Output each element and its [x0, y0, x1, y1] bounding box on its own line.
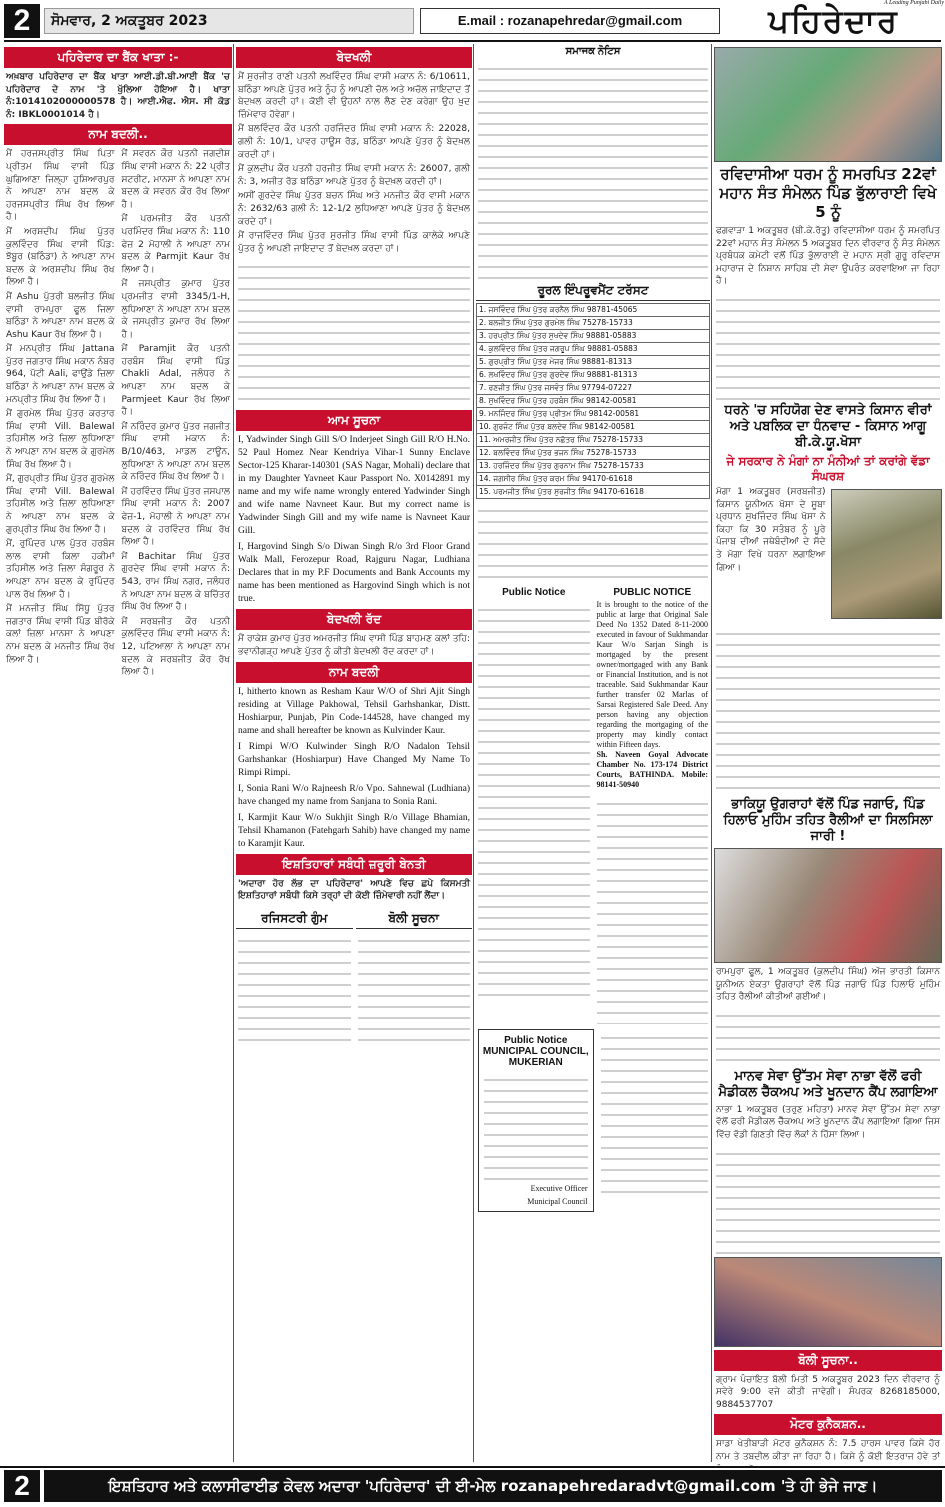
group-photo	[714, 47, 942, 162]
table-cell: 2. ਬਲਜੀਤ ਸਿੰਘ ਪੁੱਤਰ ਗੁਰਮੇਲ ਸਿੰਘ 75278-15733	[477, 317, 710, 330]
name-change-banner: ਨਾਮ ਬਦਲੀ..	[4, 124, 232, 145]
list-item: ਮੈਂ, ਰੁਪਿੰਦਰ ਪਾਲ ਪੁੱਤਰ ਹਰਬੰਸ ਲਾਲ ਵਾਸੀ ਕਿਲਾ ਹਕੀਮਾਂ ਤਹਿਸੀਲ ਅਤੇ ਜ਼ਿਲਾ ਸੰਗਰੂਰ ਨੇ ਆਪਣਾ ਨਾਮ ਬਦਲ ਕੇ ਰੁਪਿੰਦਰ ਪਾਲ ਰੱਖ ਲਿਆ ਹੈ।	[6, 539, 115, 600]
list-item: ਮੈਂ Bachitar ਸਿੰਘ ਪੁੱਤਰ ਗੁਰਦੇਵ ਸਿੰਘ ਵਾਸੀ ਮਕਾਨ ਨੰ: 543, ਰਾਮ ਸਿੰਘ ਨਗਰ, ਜਲੰਧਰ ਨੇ ਆਪਣਾ ਨਾਮ ਬਦਲ ਕੇ ਬਚਿੱਤਰ ਸਿੰਘ ਰੱਖ ਲਿਆ ਹੈ।	[121, 551, 230, 613]
disinheritance-list	[236, 71, 472, 255]
cancel-disinheritance-banner: ਬੇਦਖਲੀ ਰੱਦ	[236, 609, 472, 630]
list-item: ਮੈਂ ਰਾਜਵਿੰਦਰ ਸਿੰਘ ਪੁੱਤਰ ਸੁਰਜੀਤ ਸਿੰਘ ਵਾਸੀ ਪਿੰਡ ਕਾਲੇਕੇ ਆਪਣੇ ਪੁੱਤਰ ਨੂੰ ਆਪਣੀ ਜਾਇਦਾਦ ਤੋਂ ਬੇਦਖ਼ਲ ਕਰਦਾ ਹਾਂ।	[238, 231, 470, 254]
table-row	[477, 486, 710, 499]
table-row	[477, 356, 710, 369]
body-text-block	[597, 794, 709, 1024]
table-cell: 12. ਬਲਵਿੰਦਰ ਸਿੰਘ ਪੁੱਤਰ ਭਜਨ ਸਿੰਘ 75278-15733	[477, 447, 710, 460]
list-item: ਮੈਂ ਪਰਮਜੀਤ ਕੌਰ ਪਤਨੀ ਪਰਮਿੰਦਰ ਸਿੰਘ ਮਕਾਨ ਨੰ: 110 ਫੇਜ਼ 2 ਮੋਹਾਲੀ ਨੇ ਆਪਣਾ ਨਾਮ ਬਦਲ ਕੇ Parmjit Kaur ਰੱਖ ਲਿਆ ਹੈ।	[121, 214, 230, 275]
body-text-block	[478, 501, 708, 581]
list-item: ਮੈਂ ਮਨਪ੍ਰੀਤ ਸਿੰਘ Jattana ਪੁੱਤਰ ਜਗਤਾਰ ਸਿੰਘ ਮਕਾਨ ਨੰਬਰ 964, ਪੱਟੀ Aali, ਫਾਉਂਡੇ ਜ਼ਿਲਾ ਬਠਿੰਡਾ ਨੇ ਆਪਣਾ ਨਾਮ ਬਦਲ ਕੇ ਮਨਪ੍ਰੀਤ ਸਿੰਘ ਰੱਖ ਲਿਆ ਹੈ।	[6, 344, 115, 405]
ad-notice-banner: ਇਸ਼ਤਿਹਾਰਾਂ ਸਬੰਧੀ ਜ਼ਰੂਰੀ ਬੇਨਤੀ	[236, 854, 472, 875]
classifieds-column-2	[236, 44, 472, 1462]
bank-account-text: ਅਖ਼ਬਾਰ ਪਹਿਰੇਦਾਰ ਦਾ ਬੈਂਕ ਖਾਤਾ ਆਈ.ਡੀ.ਬੀ.ਆਈ ਬੈਂਕ 'ਚ ਪਹਿਰੇਦਾਰ ਦੇ ਨਾਮ 'ਤੇ ਖੁੱਲਿਆ ਹੋਇਆ ਹੈ। ਖਾਤਾ ਨੰ:1014102000000578 ਹੈ। ਆਈ.ਐਫ. ਐਸ. ਸੀ ਕੋਡ ਨੰ: IBKL0001014 ਹੈ।	[6, 72, 230, 120]
story-headline: ਧਰਨੇ 'ਚ ਸਹਿਯੋਗ ਦੇਣ ਵਾਸਤੇ ਕਿਸਾਨ ਵੀਰਾਂ ਅਤੇ ਪਬਲਿਕ ਦਾ ਧੰਨਵਾਦ - ਕਿਸਾਨ ਆਗੂ ਬੀ.ਕੇ.ਯੂ.ਖੋਸਾ	[724, 402, 932, 450]
table-row	[477, 317, 710, 330]
trust-table	[476, 303, 710, 499]
list-item: ਮੈਂ ਗੁਰਮੇਲ ਸਿੰਘ ਪੁੱਤਰ ਕਰਤਾਰ ਸਿੰਘ ਵਾਸੀ Vill. Balewal ਤਹਿਸੀਲ ਅਤੇ ਜ਼ਿਲਾ ਲੁਧਿਆਣਾ ਨੇ ਆਪਣਾ ਨਾਮ ਬਦਲ ਕੇ ਗੁਰਮੇਲ ਸਿੰਘ ਰੱਖ ਲਿਆ ਹੈ।	[6, 409, 115, 470]
auction-text: ਗ੍ਰਾਮ ਪੰਚਾਇਤ ਬੋਲੀ ਮਿਤੀ 5 ਅਕਤੂਬਰ 2023 ਦਿਨ ਵੀਰਵਾਰ ਨੂੰ ਸਵੇਰੇ 9:00 ਵਜੇ ਕੀਤੀ ਜਾਵੇਗੀ। ਸੰਪਰਕ 8268185000, 9884537707	[716, 1374, 940, 1410]
column-divider	[473, 44, 474, 1462]
story-headline: ਮਾਨਵ ਸੇਵਾ ਉੱਤਮ ਸੇਵਾ ਨਾਭਾ ਵੱਲੋਂ ਫਰੀ ਮੈਡੀਕਲ ਚੈੱਕਅਪ ਅਤੇ ਖੂਨਦਾਨ ਕੈਂਪ ਲਗਾਇਆ	[718, 1068, 938, 1100]
table-row	[477, 330, 710, 343]
body-text-block	[478, 59, 708, 279]
list-item: ਮੈਂ ਸਰਬਜੀਤ ਕੌਰ ਪਤਨੀ ਕੁਲਵਿੰਦਰ ਸਿੰਘ ਵਾਸੀ ਮਕਾਨ ਨੰ: 12, ਪਟਿਆਲਾ ਨੇ ਆਪਣਾ ਨਾਮ ਬਦਲ ਕੇ ਸਰਬਜੀਤ ਕੌਰ ਰੱਖ ਲਿਆ ਹੈ।	[121, 616, 230, 678]
table-cell: 5. ਗੁਰਪ੍ਰੀਤ ਸਿੰਘ ਪੁੱਤਰ ਮੇਜਰ ਸਿੰਘ 98881-81313	[477, 356, 710, 369]
motor-connection-banner: ਮੋਟਰ ਕੁਨੈਕਸ਼ਨ..	[714, 1414, 942, 1435]
motor-connection-text: ਸਾਡਾ ਖੇਤੀਬਾੜੀ ਮੋਟਰ ਕੁਨੈਕਸ਼ਨ ਨੰ: 7.5 ਹਾਰਸ ਪਾਵਰ ਕਿਸੇ ਹੋਰ ਨਾਮ ਤੇ ਤਬਦੀਲ ਕੀਤਾ ਜਾ ਰਿਹਾ ਹੈ। ਕਿਸੇ ਨੂੰ ਕੋਈ ਇਤਰਾਜ ਹੋਵੇ ਤਾਂ	[716, 1439, 940, 1462]
list-item: ਮੈਂ ਬਲਵਿੰਦਰ ਕੌਰ ਪਤਨੀ ਹਰਜਿੰਦਰ ਸਿੰਘ ਵਾਸੀ ਮਕਾਨ ਨੰ: 22028, ਗਲੀ ਨੰ: 10/1, ਪਾਵਰ ਹਾਊਸ ਰੋਡ, ਬਠਿੰਡਾ ਆਪਣੇ ਪੁੱਤਰ ਨੂੰ ਬੇਦਖ਼ਲ ਕਰਦੀ ਹਾਂ।	[238, 124, 470, 160]
table-cell: 11. ਅਮਰਜੀਤ ਸਿੰਘ ਪੁੱਤਰ ਨਛੱਤਰ ਸਿੰਘ 75278-15733	[477, 434, 710, 447]
legal-notices-column	[476, 44, 710, 1462]
table-row	[477, 369, 710, 382]
footer-ad-email-notice: ਇਸ਼ਤਿਹਾਰ ਅਤੇ ਕਲਾਸੀਫਾਈਡ ਕੇਵਲ ਅਦਾਰਾ 'ਪਹਿਰੇਦਾਰ' ਦੀ ਈ-ਮੇਲ rozanapehredaradvt@gmail.com 'ਤੇ ਹੀ ਭੇਜੇ ਜਾਣ।	[44, 1470, 942, 1502]
list-item: ਮੈਂ ਜਸਪ੍ਰੀਤ ਕੁਮਾਰ ਪੁੱਤਰ ਪ੍ਰਮਜੀਤ ਵਾਸੀ 3345/1-H, ਲੁਧਿਆਣਾ ਨੇ ਆਪਣਾ ਨਾਮ ਬਦਲ ਕੇ ਜਸਪ੍ਰੀਤ ਕੁਮਾਰ ਰੱਖ ਲਿਆ ਹੈ।	[121, 279, 230, 340]
story-headline: ਭਾਕਿਯੂ ਉਗਰਾਹਾਂ ਵੱਲੋਂ ਪਿੰਡ ਜਗਾਓ, ਪਿੰਡ ਹਿਲਾਓ ਮੁਹਿੰਮ ਤਹਿਤ ਰੈਲੀਆਂ ਦਾ ਸਿਲਸਿਲਾ ਜਾਰੀ !	[723, 796, 933, 844]
auction-notice-heading: ਬੋਲੀ ਸੂਚਨਾ	[356, 909, 473, 929]
header-divider	[4, 40, 941, 42]
list-item: I, Karmjit Kaur W/o Sukhjit Singh R/o Village Bhamian, Tehsil Khamanon (Fatehgarh Sahib) have changed my name to Karamjit Kaur.	[238, 812, 470, 849]
public-notice-banner: ਆਮ ਸੂਚਨਾ	[236, 410, 472, 431]
municipal-sign: Executive Officer Municipal Council	[527, 1184, 588, 1206]
table-row	[477, 382, 710, 395]
auction-banner: ਬੋਲੀ ਸੂਚਨਾ..	[714, 1350, 942, 1371]
table-row	[477, 304, 710, 317]
table-row	[477, 473, 710, 486]
public-notice-title: Public Notice	[502, 587, 566, 598]
table-cell: 3. ਹਰਪ੍ਰੀਤ ਸਿੰਘ ਪੁੱਤਰ ਸੁਖਦੇਵ ਸਿੰਘ 98881-05883	[477, 330, 710, 343]
notice-heading: ਸਮਾਜਕ ਨੋਟਿਸ	[565, 46, 621, 57]
rally-photo	[714, 848, 942, 963]
column-divider	[233, 44, 234, 1462]
story-body: ਰਾਮਪੁਰਾ ਫੂਲ, 1 ਅਕਤੂਬਰ (ਕੁਲਦੀਪ ਸਿੰਘ) ਅੱਜ ਭਾਰਤੀ ਕਿਸਾਨ ਯੂਨੀਅਨ ਏਕਤਾ ਉਗਰਾਹਾਂ ਵੱਲੋਂ ਪਿੰਡ ਜਗਾਓ ਪਿੰਡ ਹਿਲਾਓ ਮੁਹਿੰਮ ਤਹਿਤ ਰੈਲੀਆਂ ਕੀਤੀਆਂ ਗਈਆਂ।	[716, 966, 940, 1003]
body-text-block	[716, 1144, 940, 1254]
table-row	[477, 421, 710, 434]
table-cell: 8. ਸੁਖਵਿੰਦਰ ਸਿੰਘ ਪੁੱਤਰ ਹਰਬੰਸ ਸਿੰਘ 98142-00581	[477, 395, 710, 408]
table-cell: 4. ਕੁਲਵਿੰਦਰ ਸਿੰਘ ਪੁੱਤਰ ਜਗਰੂਪ ਸਿੰਘ 98881-05883	[477, 343, 710, 356]
table-cell: 14. ਜਗਸੀਰ ਸਿੰਘ ਪੁੱਤਰ ਕਰਮ ਸਿੰਘ 94170-61618	[477, 473, 710, 486]
email-address[interactable]: E.mail : rozanapehredar@gmail.com	[420, 8, 720, 34]
registry-lost-heading: ਰਜਿਸਟਰੀ ਗੁੰਮ	[236, 909, 353, 929]
list-item: I Rimpi W/O Kulwinder Singh R/O Nadalon Tehsil Garhshankar (Hoshiarpur) Have Changed My Name To Rimpi Rimpi.	[238, 741, 470, 778]
list-item: ਮੈਂ ਨਰਿੰਦਰ ਕੁਮਾਰ ਪੁੱਤਰ ਜਗਜੀਤ ਸਿੰਘ ਵਾਸੀ ਮਕਾਨ ਨੰ: B/10/463, ਮਾਡਲ ਟਾਊਨ, ਲੁਧਿਆਣਾ ਨੇ ਆਪਣਾ ਨਾਮ ਬਦਲ ਕੇ ਨਰਿੰਦਰ ਸਿੰਘ ਰੱਖ ਲਿਆ ਹੈ।	[121, 421, 230, 483]
name-change-en-banner: ਨਾਮ ਬਦਲੀ	[236, 662, 472, 683]
body-text-block	[716, 290, 940, 400]
table-row	[477, 434, 710, 447]
body-text-block	[716, 624, 940, 794]
table-row	[477, 447, 710, 460]
list-item: ਮੈਂ ਕੁਲਦੀਪ ਕੌਰ ਪਤਨੀ ਹਰਜੀਤ ਸਿੰਘ ਵਾਸੀ ਮਕਾਨ ਨੰ: 26007, ਗਲੀ ਨੰ: 3, ਅਜੀਤ ਰੋਡ ਬਠਿੰਡਾ ਆਪਣੇ ਪੁੱਤਰ ਨੂੰ ਬੇਦਖ਼ਲ ਕਰਦੀ ਹਾਂ।	[238, 164, 470, 187]
list-item: ਮੈਂ ਹਰਜਸਪ੍ਰੀਤ ਸਿੰਘ ਪਿਤਾ ਪ੍ਰੀਤਮ ਸਿੰਘ ਵਾਸੀ ਪਿੰਡ ਘੁਗਿਆਣਾ ਜਿਲ੍ਹਾ ਹੁਸ਼ਿਆਰਪੁਰ ਨੇ ਆਪਣਾ ਨਾਮ ਬਦਲ ਕੇ ਹਰਜਸਪ੍ਰੀਤ ਸਿੰਘ ਰੱਖ ਲਿਆ ਹੈ।	[6, 149, 115, 223]
news-column	[714, 44, 942, 1462]
public-notice-list	[236, 434, 472, 606]
list-item: ਮੈਂ, ਗੁਰਪ੍ਰੀਤ ਸਿੰਘ ਪੁੱਤਰ ਗੁਰਮੇਲ ਸਿੰਘ ਵਾਸੀ Vill. Balewal ਤਹਿਸੀਲ ਅਤੇ ਜ਼ਿਲਾ ਲੁਧਿਆਣਾ ਨੇ ਆਪਣਾ ਨਾਮ ਬਦਲ ਕੇ ਗੁਰਪ੍ਰੀਤ ਸਿੰਘ ਰੱਖ ਲਿਆ ਹੈ।	[6, 474, 115, 535]
body-text-block	[478, 600, 590, 1000]
list-item: ਮੈਂ ਸਵਰਨ ਕੌਰ ਪਤਨੀ ਜਗਦੀਸ਼ ਸਿੰਘ ਵਾਸੀ ਮਕਾਨ ਨੰ: 22 ਪ੍ਰੀਤ ਸਟਰੀਟ, ਮਾਨਸਾ ਨੇ ਆਪਣਾ ਨਾਮ ਬਦਲ ਕੇ ਸਵਰਨ ਕੌਰ ਰੱਖ ਲਿਆ ਹੈ।	[121, 149, 230, 210]
registry-lost-text	[238, 931, 351, 1041]
story-body: ਮੋਗਾ 1 ਅਕਤੂਬਰ (ਸਰਬਜੀਤ) ਕਿਸਾਨ ਯੂਨੀਅਨ ਖੋਸਾ ਦੇ ਸੂਬਾ ਪ੍ਰਧਾਨ ਸੁਖਜਿੰਦਰ ਸਿੰਘ ਖੋਸਾ ਨੇ ਕਿਹਾ ਕਿ 30 ਸਤੰਬਰ ਨੂੰ ਪੂਰੇ ਪੰਜਾਬ ਦੀਆਂ ਜਥੇਬੰਦੀਆਂ ਦੇ ਸੱਦੇ ਤੇ ਮੋਗਾ ਵਿਖੇ ਧਰਨਾ ਲਗਾਇਆ ਗਿਆ।	[716, 486, 826, 573]
table-cell: 6. ਲਖਵਿੰਦਰ ਸਿੰਘ ਪੁੱਤਰ ਗੁਰਦੇਵ ਸਿੰਘ 98881-81313	[477, 369, 710, 382]
table-cell: 7. ਰਣਜੀਤ ਸਿੰਘ ਪੁੱਤਰ ਜਸਵੰਤ ਸਿੰਘ 97794-07227	[477, 382, 710, 395]
tagline: A Leading Punjabi Daily	[883, 0, 944, 6]
issue-date: ਸੋਮਵਾਰ, 2 ਅਕਤੂਬਰ 2023	[44, 8, 414, 34]
name-change-list-left	[4, 148, 117, 680]
list-item: I, Hargovind Singh S/o Diwan Singh R/o 3rd Floor Grand Walk Mall, Ferozepur Road, Rajguru Nagar, Ludhiana Declares that in my P.F Documents and Bank Accounts my name has been mentioned as Hargovind Singh which is not true.	[238, 542, 470, 605]
list-item: I, hitherto known as Resham Kaur W/O of Shri Ajit Singh residing at Village Pakhowal, Tehsil Garhshankar, Distt. Hoshiarpur, Punjab, Pin Code-144528, have changed my name and shall hereafter be known as Kulvinder Kaur.	[238, 686, 470, 736]
notice-contact: Sh. Naveen Goyal Advocate Chamber No. 173-174 District Courts, BATHINDA. Mobile: 98141-50940	[596, 750, 708, 789]
table-cell: 9. ਮਨਜਿੰਦਰ ਸਿੰਘ ਪੁੱਤਰ ਪ੍ਰੀਤਮ ਸਿੰਘ 98142-00581	[477, 408, 710, 421]
list-item: I, Yadwinder Singh Gill S/O Inderjeet Singh Gill R/O H.No. 52 Paul Homez Near Kendriya Vihar-1 Sunny Enclave Sector-125 Kharar-140301 (SAS Nagar, Mohali) declare that in my Daughter Yavneet Kaur Passport No. X0142891 my name and my wife name wrongly entered Yadwinder Singh and wife name Navneet Kaur. But my correct name is Yadwinder Singh Gill and my wife name is Navneet Kaur Gill.	[238, 435, 470, 537]
list-item: ਮੈਂ Paramjit ਕੌਰ ਪਤਨੀ ਹਰਬੰਸ ਸਿੰਘ ਵਾਸੀ ਪਿੰਡ Chakli Adal, ਜਲੰਧਰ ਨੇ ਆਪਣਾ ਨਾਮ ਬਦਲ ਕੇ Parmjeet Kaur ਰੱਖ ਲਿਆ ਹੈ।	[121, 344, 230, 418]
list-item: ਮੈਂ ਹਰਵਿੰਦਰ ਸਿੰਘ ਪੁੱਤਰ ਜਸਪਾਲ ਸਿੰਘ ਵਾਸੀ ਮਕਾਨ ਨੰ: 2007 ਫੇਜ਼-1, ਮੋਹਾਲੀ ਨੇ ਆਪਣਾ ਨਾਮ ਬਦਲ ਕੇ ਹਰਵਿੰਦਰ ਸਿੰਘ ਰੱਖ ਲਿਆ ਹੈ।	[121, 486, 230, 548]
table-row	[477, 395, 710, 408]
masthead-logo: ਪਹਿਰੇਦਾਰ	[768, 2, 899, 40]
public-notice-text: It is brought to the notice of the public at large that Original Sale Deed No 1352 Dated 8-11-2000 executed in favour of Sukhmandar Kaur W/o Sarjan Singh is mortgaged by the present owner/mortgaged with any Bank or Financial Institution, and is not traceable. Said Sukhmandar Kaur further transfer 02 Marlas of Sarsai Registered Sale Deed. Any person having any objection regarding the mortgaging of the property may kindly contact within Fifteen days.	[596, 600, 708, 749]
name-change-list-right	[120, 148, 233, 680]
body-text-block	[484, 1070, 588, 1180]
body-text-block	[716, 1006, 940, 1066]
list-item: ਅਸੀਂ ਗੁਰਦੇਵ ਸਿੰਘ ਪੁੱਤਰ ਬਚਨ ਸਿੰਘ ਅਤੇ ਮਨਜੀਤ ਕੌਰ ਵਾਸੀ ਮਕਾਨ ਨੰ: 2632/63 ਗਲੀ ਨੰ: 12-1/2 ਲੁਧਿਆਣਾ ਆਪਣੇ ਪੁੱਤਰ ਨੂੰ ਬੇਦਖ਼ਲ ਕਰਦੇ ਹਾਂ।	[238, 191, 470, 227]
footer-page-number: 2	[4, 1470, 40, 1502]
bank-account-banner: ਪਹਿਰੇਦਾਰ ਦਾ ਬੈਂਕ ਖਾਤਾ :-	[4, 47, 232, 68]
story-body: ਨਾਭਾ 1 ਅਕਤੂਬਰ (ਤਰੁਣ ਮਹਿਤਾ) ਮਾਨਵ ਸੇਵਾ ਉੱਤਮ ਸੇਵਾ ਨਾਭਾ ਵੱਲੋਂ ਫਰੀ ਮੈਡੀਕਲ ਚੈੱਕਅਪ ਅਤੇ ਖੂਨਦਾਨ ਕੈਂਪ ਲਗਾਇਆ ਗਿਆ ਜਿਸ ਵਿੱਚ ਵੱਡੀ ਗਿਣਤੀ ਵਿੱਚ ਲੋਕਾਂ ਨੇ ਹਿੱਸਾ ਲਿਆ।	[716, 1104, 940, 1140]
trust-table-title: ਰੂਰਲ ਇੰਪਰੂਵਮੈਂਟ ਟਰੱਸਟ	[476, 281, 710, 301]
table-row	[477, 460, 710, 473]
story-body: ਫਗਵਾੜਾ 1 ਅਕਤੂਬਰ (ਬੀ.ਕੇ.ਰੱਤੂ) ਰਵਿਦਾਸੀਆ ਧਰਮ ਨੂੰ ਸਮਰਪਿਤ 22ਵਾਂ ਮਹਾਨ ਸੰਤ ਸੰਮੇਲਨ 5 ਅਕਤੂਬਰ ਦਿਨ ਵੀਰਵਾਰ ਨੂੰ ਸੰਤ ਸੰਮੇਲਨ ਪ੍ਰਬੰਧਕ ਕਮੇਟੀ ਵਲੋਂ ਪਿੰਡ ਭੁੱਲਾਰਾਈ ਦੇ ਮਹਾਨ ਸ੍ਰੀ ਗੁਰੂ ਰਵਿਦਾਸ ਮਹਾਰਾਜ ਦੇ ਨਿਸ਼ਾਨ ਸਾਹਿਬ ਦੀ ਸੇਵਾ ਉਪਰੰਤ ਕਰਵਾਇਆ ਜਾ ਰਿਹਾ ਹੈ।	[716, 226, 940, 287]
table-cell: 10. ਗੁਰਜੰਟ ਸਿੰਘ ਪੁੱਤਰ ਬਲਦੇਵ ਸਿੰਘ 98142-00581	[477, 421, 710, 434]
list-item: ਮੈਂ Ashu ਪੁੱਤਰੀ ਬਲਜੀਤ ਸਿੰਘ ਵਾਸੀ ਰਾਮਪੁਰਾ ਫੂਲ ਜਿਲਾ ਬਠਿੰਡਾ ਨੇ ਆਪਣਾ ਨਾਮ ਬਦਲ ਕੇ Ashu Kaur ਰੱਖ ਲਿਆ ਹੈ।	[6, 291, 115, 340]
story-headline: ਰਵਿਦਾਸੀਆ ਧਰਮ ਨੂੰ ਸਮਰਪਿਤ 22ਵਾਂ ਮਹਾਨ ਸੰਤ ਸੰਮੇਲਨ ਪਿੰਡ ਭੁੱਲਾਰਾਈ ਵਿਖੇ 5 ਨੂੰ	[719, 165, 937, 221]
farmer-leaders-photo	[831, 489, 943, 619]
name-change-en-list	[236, 686, 472, 851]
municipal-notice-title: Public Notice MUNICIPAL COUNCIL, MUKERIAN	[482, 1035, 589, 1068]
body-text-block	[601, 1028, 709, 1198]
body-text-block	[238, 257, 470, 407]
column-divider	[711, 44, 712, 1462]
cancel-text: ਮੈਂ ਰਾਕੇਸ਼ ਕੁਮਾਰ ਪੁੱਤਰ ਅਮਰਜੀਤ ਸਿੰਘ ਵਾਸੀ ਪਿੰਡ ਬਾਹਮਣ ਕਲਾਂ ਤਹਿ: ਭਵਾਨੀਗੜ੍ਹ ਆਪਣੇ ਪੁੱਤਰ ਨੂੰ ਕੀਤੀ ਬੇਦਖ਼ਲੀ ਰੱਦ ਕਰਦਾ ਹਾਂ।	[238, 634, 470, 657]
list-item: ਮੈਂ ਅਰਸ਼ਦੀਪ ਸਿੰਘ ਪੁੱਤਰ ਕੁਲਵਿੰਦਰ ਸਿੰਘ ਵਾਸੀ ਪਿੰਡ: ਝੋਬੂਰ (ਬਠਿੰਡਾ) ਨੇ ਆਪਣਾ ਨਾਮ ਬਦਲ ਕੇ ਅਰਸ਼ਦੀਪ ਸਿੰਘ ਰੱਖ ਲਿਆ ਹੈ।	[6, 226, 115, 288]
table-row	[477, 343, 710, 356]
disinheritance-banner: ਬੇਦਖਲੀ	[236, 47, 472, 68]
list-item: ਮੈਂ ਮਨਜੀਤ ਸਿੰਘ ਸਿੱਧੂ ਪੁੱਤਰ ਜਗਤਾਰ ਸਿੰਘ ਵਾਸੀ ਪਿੰਡ ਬੀਰੋਕੇ ਕਲਾਂ ਜ਼ਿਲਾ ਮਾਨਸਾ ਨੇ ਆਪਣਾ ਨਾਮ ਬਦਲ ਕੇ ਮਨਜੀਤ ਸਿੰਘ ਰੱਖ ਲਿਆ ਹੈ।	[6, 604, 115, 665]
public-notice-title-en: PUBLIC NOTICE	[613, 587, 692, 598]
list-item: I, Sonia Rani W/o Rajneesh R/o Vpo. Sahnewal (Ludhiana) have changed my name from Sanjana to Sonia Rani.	[238, 783, 470, 807]
list-item: ਮੈਂ ਸੁਰਜੀਤ ਰਾਣੀ ਪਤਨੀ ਲਖਵਿੰਦਰ ਸਿੰਘ ਵਾਸੀ ਮਕਾਨ ਨੰ: 6/10611, ਬਠਿੰਡਾ ਆਪਣੇ ਪੁੱਤਰ ਅਤੇ ਨੂੰਹ ਨੂੰ ਆਪਣੀ ਚੱਲ ਅਤੇ ਅਚੱਲ ਜਾਇਦਾਦ ਤੋਂ ਬੇਦਖ਼ਲ ਕਰਦੀ ਹਾਂ। ਕੋਈ ਵੀ ਉਹਨਾਂ ਨਾਲ ਲੈਣ ਦੇਣ ਕਰੇਗਾ ਉਹ ਖ਼ੁਦ ਜ਼ਿੰਮੇਵਾਰ ਹੋਵੇਗਾ।	[238, 72, 470, 120]
table-row	[477, 408, 710, 421]
medical-camp-photo	[714, 1257, 942, 1347]
table-cell: 15. ਪਰਮਜੀਤ ਸਿੰਘ ਪੁੱਤਰ ਸੁਰਜੀਤ ਸਿੰਘ 94170-61618	[477, 486, 710, 499]
classifieds-column-1	[4, 44, 232, 1462]
story-subheadline: ਜੇ ਸਰਕਾਰ ਨੇ ਮੰਗਾਂ ਨਾ ਮੰਨੀਆਂ ਤਾਂ ਕਰਾਂਗੇ ਵੱਡਾ ਸੰਘਰਸ਼	[726, 453, 930, 483]
ad-notice-text: 'ਅਦਾਰਾ ਹੋਰ ਲੱਭ ਦਾ ਪਹਿਰੇਦਾਰ' ਆਪਣੇ ਵਿਚ ਛਪੇ ਕਿਸਮਤੀ ਇਸ਼ਤਿਹਾਰਾਂ ਸਬੰਧੀ ਕਿਸੇ ਤਰ੍ਹਾਂ ਦੀ ਕੋਈ ਜ਼ਿੰਮੇਵਾਰੀ ਨਹੀਂ ਲੈਂਦਾ।	[238, 878, 470, 902]
page-number: 2	[4, 4, 40, 38]
table-cell: 1. ਜਸਵਿੰਦਰ ਸਿੰਘ ਪੁੱਤਰ ਕਰਨੈਲ ਸਿੰਘ 98781-45065	[477, 304, 710, 317]
auction-notice-text	[358, 931, 471, 1041]
table-cell: 13. ਹਰਜਿੰਦਰ ਸਿੰਘ ਪੁੱਤਰ ਗੁਰਨਾਮ ਸਿੰਘ 75278-15733	[477, 460, 710, 473]
